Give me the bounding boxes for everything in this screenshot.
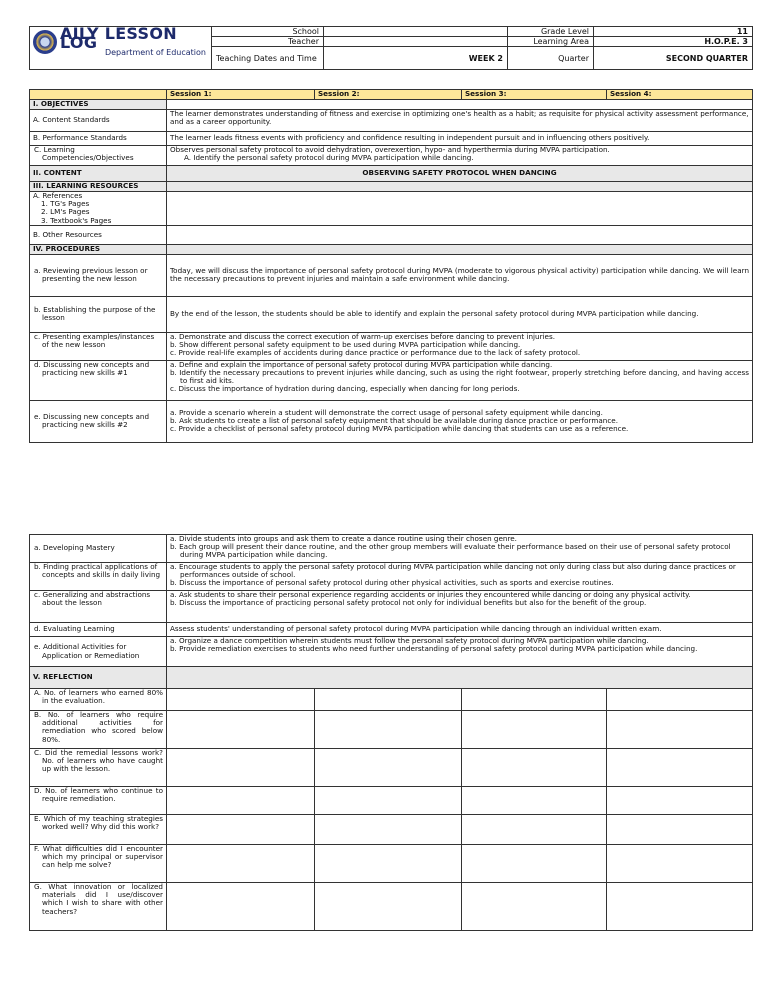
additional-label: e. Additional Activities for Application or Remediation [30, 637, 167, 667]
reflection-heading: V. REFLECTION [30, 667, 167, 689]
evaluating-text: Assess students' understanding of personal safety protocol during MVPA participation while dancing through an individual written exam. [167, 623, 753, 637]
resources-heading: III. LEARNING RESOURCES [30, 182, 167, 192]
session-1-header: Session 1: [167, 90, 315, 100]
proc-a-text: Today, we will discuss the importance of personal safety protocol during MVPA (moderate to vigorous physical activity) participation while dancing. We will learn the necessary precautions to prevent injuries and maintain a safe environment while dancing. [167, 254, 753, 296]
procedures-heading: IV. PROCEDURES [30, 244, 167, 254]
reflection-e: E. Which of my teaching strategies worked well? Why did this work? [30, 815, 167, 845]
list-item: a. Ask students to share their personal experience regarding accidents or injuries they encountered while dancing or doing any physical activity. [170, 590, 691, 599]
content-standards-label: A. Content Standards [30, 110, 167, 132]
area-label: Learning Area [508, 37, 594, 47]
tg-pages-label: 1. TG's Pages [41, 199, 90, 209]
reflection-g: G. What innovation or localized materials did I use/discover which I wish to share with other teachers? [30, 883, 167, 931]
teacher-label: Teacher [212, 37, 324, 47]
list-item: a. Organize a dance competition wherein students must follow the personal safety protocol during MVPA participation while dancing. [170, 636, 649, 645]
teacher-value [324, 37, 508, 47]
list-item: c. Provide real-life examples of accidents during dance practice or performance due to the lack of safety protocol. [170, 348, 581, 358]
deped-seal-icon [33, 30, 57, 54]
reflection-b: B. No. of learners who require additional activities for remediation who scored below 80%. [30, 711, 167, 749]
list-item: a. Divide students into groups and ask them to create a dance routine using their chosen genre. [170, 534, 517, 543]
lesson-table-1 [29, 89, 753, 443]
list-item: b. Each group will present their dance routine, and the other group members will evaluate their performance based on their use of personal safety protocol during MVPA participation while dancing. [170, 542, 731, 560]
reflection-c: C. Did the remedial lessons work? No. of learners who have caught up with the lesson. [30, 749, 167, 787]
list-item: c. Provide a checklist of personal safety protocol during MVPA participation while dancing that students can use as a reference. [170, 424, 629, 434]
dates-label: Teaching Dates and Time [212, 47, 324, 70]
content-text: OBSERVING SAFETY PROTOCOL WHEN DANCING [167, 166, 753, 182]
additional-list [167, 637, 753, 667]
content-standards-text: The learner demonstrates understanding of fitness and exercise in optimizing one's health as a habit; as requisite for physical activity assessment performance, and as a career opportunity. [167, 110, 753, 132]
practical-label: b. Finding practical applications of concepts and skills in daily living [30, 563, 167, 591]
list-item: b. Show different personal safety equipment to be used during MVPA participation while dancing. [170, 340, 521, 350]
session-4-header: Session 4: [607, 90, 753, 100]
department-name: Department of Education [104, 48, 206, 57]
lesson-table-2 [29, 534, 753, 931]
list-item: a. Demonstrate and discuss the correct execution of warm-up exercises before dancing to prevent injuries. [170, 332, 555, 341]
list-item: a. Encourage students to apply the personal safety protocol during MVPA participation while dancing not only during class but also during dance practices or performances outside of school. [170, 562, 736, 580]
header-table [29, 26, 753, 70]
competencies-cell [167, 146, 753, 166]
evaluating-label: d. Evaluating Learning [30, 623, 167, 637]
references-label: A. References [33, 191, 83, 200]
proc-a-label: a. Reviewing previous lesson or presenting the new lesson [30, 254, 167, 296]
quarter-label: Quarter [508, 47, 594, 70]
area-value: H.O.P.E. 3 [594, 37, 753, 47]
objectives-heading: I. OBJECTIVES [30, 100, 167, 110]
proc-d-label: d. Discussing new concepts and practicing new skills #1 [30, 360, 167, 400]
grade-label: Grade Level [508, 27, 594, 37]
performance-standards-text: The learner leads fitness events with proficiency and confidence resulting in independent pursuit and in influencing others positively. [167, 132, 753, 146]
list-item: b. Identify the necessary precautions to prevent injuries while dancing, such as using the right footwear, properly stretching before dancing, and having access to first aid kits. [170, 368, 749, 386]
practical-list [167, 563, 753, 591]
generalizing-list [167, 591, 753, 623]
page-title: AILY LESSON LOG [60, 26, 177, 52]
school-label: School [212, 27, 324, 37]
other-resources-label: B. Other Resources [30, 225, 167, 244]
proc-b-text: By the end of the lesson, the students should be able to identify and explain the personal safety protocol during MVPA participation while dancing. [167, 296, 753, 332]
school-value [324, 27, 508, 37]
lm-pages-label: 2. LM's Pages [41, 207, 90, 217]
list-item: c. Discuss the importance of hydration during dancing, especially when dancing for long periods. [170, 384, 520, 394]
list-item: b. Provide remediation exercises to students who need further understanding of personal safety protocol during MVPA participation while dancing. [170, 644, 698, 654]
content-heading: II. CONTENT [30, 166, 167, 182]
list-item: b. Discuss the importance of personal safety protocol during other physical activities, such as sports and exercise routines. [170, 578, 614, 588]
mastery-list [167, 535, 753, 563]
competencies-label: C. Learning Competencies/Objectives [30, 146, 167, 166]
proc-e-label: e. Discussing new concepts and practicing new skills #2 [30, 400, 167, 442]
list-item: a. Define and explain the importance of personal safety protocol during MVPA participation while dancing. [170, 360, 553, 369]
proc-d-list [167, 360, 753, 400]
list-item: b. Discuss the importance of practicing personal safety protocol not only for individual benefits but also for the benefit of the group. [170, 598, 647, 608]
textbook-pages-label: 3. Textbook's Pages [41, 215, 112, 225]
session-3-header: Session 3: [462, 90, 607, 100]
grade-value: 11 [594, 27, 753, 37]
competencies-sub: A. Identify the personal safety protocol during MVPA participation while dancing. [184, 153, 474, 163]
reflection-d: D. No. of learners who continue to require remediation. [30, 787, 167, 815]
session-header-blank [30, 90, 167, 100]
list-item: a. Provide a scenario wherein a student will demonstrate the correct usage of personal safety equipment while dancing. [170, 408, 603, 417]
reflection-a: A. No. of learners who earned 80% in the evaluation. [30, 689, 167, 711]
header-logo-cell [30, 27, 212, 70]
proc-e-list [167, 400, 753, 442]
competencies-text: Observes personal safety protocol to avoid dehydration, overexertion, hypo- and hyperthermia during MVPA participation. [170, 145, 610, 154]
list-item: b. Ask students to create a list of personal safety equipment that should be available during dance practice or performance. [170, 416, 618, 426]
quarter-value: SECOND QUARTER [594, 47, 753, 70]
session-2-header: Session 2: [315, 90, 462, 100]
proc-b-label: b. Establishing the purpose of the lesson [30, 296, 167, 332]
proc-c-label: c. Presenting examples/instances of the new lesson [30, 332, 167, 360]
references-cell [30, 192, 167, 226]
reflection-f: F. What difficulties did I encounter which my principal or supervisor can help me solve? [30, 845, 167, 883]
dates-value: WEEK 2 [324, 47, 508, 70]
performance-standards-label: B. Performance Standards [30, 132, 167, 146]
mastery-label: a. Developing Mastery [30, 535, 167, 563]
proc-c-list [167, 332, 753, 360]
generalizing-label: c. Generalizing and abstractions about the lesson [30, 591, 167, 623]
